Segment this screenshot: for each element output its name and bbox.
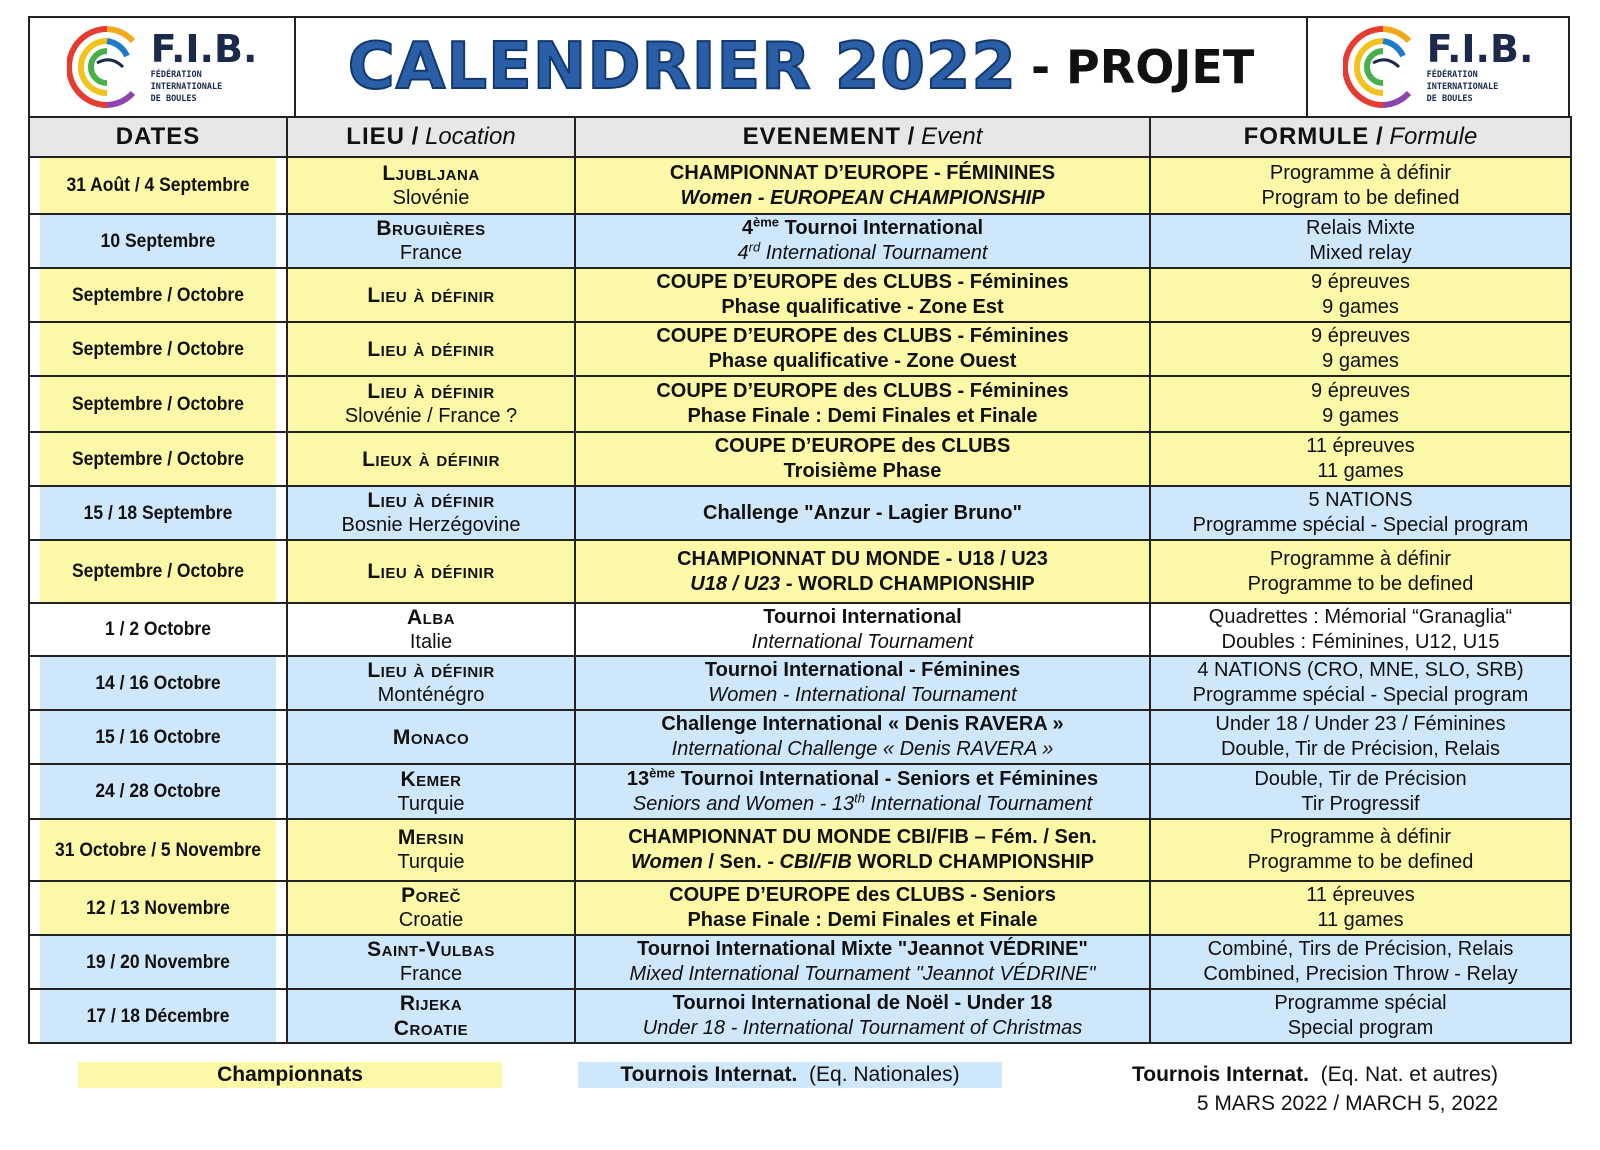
calendar-table xyxy=(28,116,1572,1044)
place-name: Lieux à définir xyxy=(362,447,500,471)
formula-cell xyxy=(1150,764,1571,819)
formula-line-1: 9 épreuves xyxy=(1311,325,1410,347)
formula-line-1: Programme à définir xyxy=(1269,547,1452,570)
formula-line-1: 5 NATIONS xyxy=(1308,489,1413,511)
place-name: Alba xyxy=(407,605,455,629)
place-name: Rijeka xyxy=(399,992,463,1015)
legend-tournois-autres-rest: (Eq. Nat. et autres) xyxy=(1320,1063,1498,1086)
fib-logo-icon xyxy=(67,21,141,113)
table-row xyxy=(29,935,1571,989)
place-cell xyxy=(287,710,575,764)
event-title-text: CHAMPIONNAT D’EUROPE - FÉMININES xyxy=(669,161,1056,184)
col-dates-label: DATES xyxy=(115,123,201,150)
event-title-text: COUPE D’EUROPE des CLUBS - Féminines xyxy=(656,325,1069,347)
col-evenement: EVENEMENT / Event xyxy=(575,117,1150,157)
event-subtitle xyxy=(580,789,1145,817)
event-cell xyxy=(575,540,1150,603)
formula-line-2: Doubles : Féminines, U12, U15 xyxy=(1221,630,1500,653)
event-title-text: Challenge International « Denis RAVERA » xyxy=(661,713,1064,735)
place-cell xyxy=(287,935,575,989)
place-name: Bruguières xyxy=(376,217,486,240)
place-cell xyxy=(287,268,575,322)
date-text: 31 Octobre / 5 Novembre xyxy=(55,839,261,861)
table-header-row xyxy=(29,117,1571,157)
formula-line-2: Programme to be defined xyxy=(1247,851,1474,873)
place-name: Lieu à définir xyxy=(367,380,495,403)
table-row xyxy=(29,322,1571,376)
event-subtitle: Women - EUROPEAN CHAMPIONSHIP xyxy=(680,186,1045,209)
logo-full-2: INTERNATIONALE xyxy=(1426,82,1499,92)
event-title xyxy=(580,324,1145,349)
event-cell xyxy=(575,603,1150,656)
formula-line-1: Programme spécial xyxy=(1274,992,1447,1014)
date-text: 15 / 18 Septembre xyxy=(83,502,233,524)
event-title-text: Challenge "Anzur - Lagier Bruno" xyxy=(703,501,1022,524)
table-row xyxy=(29,432,1571,486)
title-cell xyxy=(296,18,1306,116)
formula-cell xyxy=(1150,989,1571,1043)
formula-line-1: Relais Mixte xyxy=(1306,217,1415,239)
date-cell xyxy=(39,764,276,819)
place-cell xyxy=(287,881,575,935)
event-title-text: Tournoi International xyxy=(784,217,984,239)
formula-line-2: 9 games xyxy=(1322,405,1399,427)
formula-line-2: Mixed relay xyxy=(1309,242,1412,264)
place-country: France xyxy=(399,963,463,985)
formula-cell xyxy=(1150,935,1571,989)
place-name: Lieu à définir xyxy=(367,337,495,361)
fib-logo-icon xyxy=(1343,21,1417,113)
date-cell xyxy=(39,656,276,710)
event-title-text: COUPE D’EUROPE des CLUBS - Seniors xyxy=(669,884,1056,906)
event-title-text: Tournoi International xyxy=(763,605,962,628)
event-cell xyxy=(575,881,1150,935)
place-country: France xyxy=(399,242,463,264)
event-title xyxy=(580,434,1145,459)
formula-cell xyxy=(1150,819,1571,881)
formula-line-2: Tir Progressif xyxy=(1301,792,1420,815)
formula-line-1: Programme à définir xyxy=(1269,161,1452,184)
table-row xyxy=(29,819,1571,881)
formula-line-1: Combiné, Tirs de Précision, Relais xyxy=(1207,938,1514,960)
place-cell xyxy=(287,376,575,432)
date-cell xyxy=(39,157,276,214)
event-cell xyxy=(575,935,1150,989)
formula-cell xyxy=(1150,540,1571,603)
event-title xyxy=(580,991,1145,1016)
event-cell xyxy=(575,764,1150,819)
calendar-page xyxy=(28,16,1570,1044)
logo-full-1: FÉDÉRATION xyxy=(1426,70,1478,80)
formula-line-1: Double, Tir de Précision xyxy=(1254,767,1467,790)
event-sub-ordinal: 4 xyxy=(737,242,749,264)
legend-tournois-autres-bold: Tournois Internat. xyxy=(1131,1063,1309,1086)
place-name: Monaco xyxy=(392,725,470,749)
event-cell xyxy=(575,157,1150,214)
formula-cell xyxy=(1150,603,1571,656)
place-name: Ljubljana xyxy=(382,161,480,185)
event-sub-mid: / Sen. - xyxy=(702,851,780,873)
event-subtitle: Phase Finale : Demi Finales et Finale xyxy=(687,909,1038,931)
event-subtitle: Under 18 - International Tournament of Christmas xyxy=(642,1017,1083,1039)
legend-tournois-nat-rest: (Eq. Nationales) xyxy=(809,1063,960,1086)
formula-cell xyxy=(1150,710,1571,764)
formula-cell xyxy=(1150,656,1571,710)
event-sub-post: International Tournament xyxy=(864,792,1093,815)
event-cell xyxy=(575,989,1150,1043)
place-name: Kemer xyxy=(400,767,462,791)
logo-full-1: FÉDÉRATION xyxy=(150,70,202,80)
logo-full-3: DE BOULES xyxy=(150,94,197,104)
legend-tournois-autres xyxy=(1078,1062,1498,1088)
formula-line-1: 4 NATIONS (CRO, MNE, SLO, SRB) xyxy=(1197,659,1524,681)
event-title-text: Tournoi International de Noël - Under 18 xyxy=(672,992,1053,1014)
place-cell xyxy=(287,656,575,710)
formula-line-1: Quadrettes : Mémorial “Granaglia“ xyxy=(1208,605,1513,628)
date-cell xyxy=(39,486,276,540)
event-title-text: CHAMPIONNAT DU MONDE CBI/FIB – Fém. / Sen. xyxy=(628,826,1097,848)
date-text: Septembre / Octobre xyxy=(72,448,244,470)
table-row xyxy=(29,214,1571,268)
document-date: 5 MARS 2022 / MARCH 5, 2022 xyxy=(1196,1092,1498,1115)
col-dates xyxy=(29,117,287,157)
table-row xyxy=(29,656,1571,710)
event-title xyxy=(580,712,1145,737)
date-text: 1 / 2 Octobre xyxy=(105,619,211,640)
event-ordinal-suffix: ème xyxy=(649,764,676,780)
place-country: Slovénie xyxy=(392,186,470,209)
event-sub-rest: - WORLD CHAMPIONSHIP xyxy=(780,572,1035,595)
date-text: 19 / 20 Novembre xyxy=(86,951,230,973)
event-ordinal-suffix: ème xyxy=(753,214,780,230)
place-name-2: Croatie xyxy=(393,1017,469,1040)
event-subtitle: International Challenge « Denis RAVERA » xyxy=(671,738,1054,760)
event-cell xyxy=(575,376,1150,432)
date-cell xyxy=(39,376,276,432)
place-cell xyxy=(287,486,575,540)
formula-cell xyxy=(1150,157,1571,214)
date-cell xyxy=(39,819,276,881)
place-cell xyxy=(287,603,575,656)
date-text: Septembre / Octobre xyxy=(72,393,244,415)
date-text: 12 / 13 Novembre xyxy=(86,897,230,919)
place-cell xyxy=(287,322,575,376)
date-cell xyxy=(39,540,276,603)
place-cell xyxy=(287,540,575,603)
formula-line-1: 11 épreuves xyxy=(1306,884,1415,906)
formula-line-1: 9 épreuves xyxy=(1311,380,1410,402)
place-name: Mersin xyxy=(397,826,465,849)
logo-left xyxy=(30,18,296,116)
place-cell xyxy=(287,432,575,486)
legend-tournois-nationales xyxy=(578,1062,1002,1088)
event-cell xyxy=(575,432,1150,486)
formula-cell xyxy=(1150,268,1571,322)
col-formule-label: FORMULE xyxy=(1243,123,1370,150)
date-cell xyxy=(39,989,276,1043)
col-lieu-en: Location xyxy=(424,123,516,150)
event-subtitle xyxy=(580,241,1145,266)
formula-line-2: Programme spécial - Special program xyxy=(1192,684,1529,706)
event-title-text: COUPE D’EUROPE des CLUBS xyxy=(714,435,1011,457)
place-country: Slovénie / France ? xyxy=(344,405,518,427)
event-title xyxy=(580,216,1145,241)
date-cell xyxy=(39,881,276,935)
logo-abbr: F.I.B. xyxy=(150,27,258,71)
event-title xyxy=(580,764,1145,792)
event-subtitle: Phase qualificative - Zone Ouest xyxy=(708,350,1017,372)
event-ordinal: 13 xyxy=(626,767,650,790)
logo-full-3: DE BOULES xyxy=(1426,94,1473,104)
page-subtitle: - PROJET xyxy=(1030,40,1255,94)
place-country: Bosnie Herzégovine xyxy=(341,514,521,536)
date-cell xyxy=(39,322,276,376)
date-text: 15 / 16 Octobre xyxy=(95,726,221,748)
event-cell xyxy=(575,322,1150,376)
event-cell xyxy=(575,486,1150,540)
event-sub-ordinal-suffix: rd xyxy=(748,239,761,255)
formula-cell xyxy=(1150,322,1571,376)
event-cell xyxy=(575,710,1150,764)
event-sub-pre: Seniors and Women - 13 xyxy=(632,792,855,815)
page-title: CALENDRIER 2022 xyxy=(347,30,1017,104)
event-cell xyxy=(575,819,1150,881)
formula-line-1: 11 épreuves xyxy=(1306,435,1415,457)
place-cell xyxy=(287,819,575,881)
event-sub-italic-2: CBI/FIB xyxy=(779,851,852,873)
event-title-text: COUPE D’EUROPE des CLUBS - Féminines xyxy=(656,271,1069,293)
date-text: 10 Septembre xyxy=(100,230,216,252)
date-cell xyxy=(39,214,276,268)
date-text: 14 / 16 Octobre xyxy=(95,672,221,694)
table-row xyxy=(29,989,1571,1043)
event-cell xyxy=(575,656,1150,710)
formula-line-2: Programme to be defined xyxy=(1247,572,1474,595)
event-title xyxy=(580,501,1145,526)
event-title xyxy=(580,658,1145,683)
formula-line-2: 11 games xyxy=(1317,909,1404,931)
logo-full-2: INTERNATIONALE xyxy=(150,82,223,92)
place-country: Monténégro xyxy=(377,684,485,706)
formula-line-2: 11 games xyxy=(1317,460,1404,482)
header xyxy=(28,16,1570,116)
date-text: Septembre / Octobre xyxy=(72,561,244,582)
place-country: Croatie xyxy=(398,909,464,931)
place-cell xyxy=(287,989,575,1043)
logo-right xyxy=(1306,18,1568,116)
date-text: Septembre / Octobre xyxy=(72,338,244,360)
event-title xyxy=(580,161,1145,186)
table-row xyxy=(29,157,1571,214)
event-title-text: COUPE D’EUROPE des CLUBS - Féminines xyxy=(656,380,1069,402)
table-row xyxy=(29,540,1571,603)
table-row xyxy=(29,881,1571,935)
event-title xyxy=(580,547,1145,572)
date-text: 17 / 18 Décembre xyxy=(86,1005,230,1027)
place-country: Turquie xyxy=(397,851,465,873)
formula-cell xyxy=(1150,432,1571,486)
formula-line-2: Double, Tir de Précision, Relais xyxy=(1220,738,1500,760)
formula-cell xyxy=(1150,214,1571,268)
place-country: Turquie xyxy=(397,792,465,815)
legend-championnats: Championnats xyxy=(78,1062,502,1088)
event-title-text: Tournoi International Mixte "Jeannot VÉDRINE" xyxy=(637,938,1088,960)
event-subtitle xyxy=(580,850,1145,875)
event-title xyxy=(580,883,1145,908)
formula-cell xyxy=(1150,376,1571,432)
formula-line-2: 9 games xyxy=(1322,296,1399,318)
formula-line-2: Programme spécial - Special program xyxy=(1192,514,1529,536)
event-subtitle: Mixed International Tournament "Jeannot VÉDRINE" xyxy=(629,963,1096,985)
event-sub-suffix: th xyxy=(854,789,865,805)
place-country: Italie xyxy=(409,630,453,653)
event-ordinal: 4 xyxy=(741,217,753,239)
event-title xyxy=(580,825,1145,850)
formula-line-2: Combined, Precision Throw - Relay xyxy=(1203,963,1518,985)
date-cell xyxy=(39,710,276,764)
event-title xyxy=(580,937,1145,962)
table-row xyxy=(29,710,1571,764)
place-name: Lieu à définir xyxy=(367,659,495,682)
table-row xyxy=(29,268,1571,322)
event-subtitle: Phase Finale : Demi Finales et Finale xyxy=(687,405,1038,427)
formula-line-2: 9 games xyxy=(1322,350,1399,372)
table-row xyxy=(29,486,1571,540)
event-subtitle: International Tournament xyxy=(751,630,974,653)
col-formule: FORMULE / Formule xyxy=(1150,117,1571,157)
date-text: 31 Août / 4 Septembre xyxy=(66,175,250,196)
event-subtitle: Phase qualificative - Zone Est xyxy=(721,296,1004,318)
place-cell xyxy=(287,764,575,819)
date-cell xyxy=(39,603,276,656)
event-sub-rest: WORLD CHAMPIONSHIP xyxy=(851,851,1094,873)
col-evenement-label: EVENEMENT xyxy=(742,123,901,150)
event-title-text: Tournoi International - Féminines xyxy=(704,659,1021,681)
formula-line-1: Under 18 / Under 23 / Féminines xyxy=(1215,713,1506,735)
place-name: Lieu à définir xyxy=(367,283,495,307)
date-cell xyxy=(39,432,276,486)
event-cell xyxy=(575,268,1150,322)
event-title-text: Tournoi International - Seniors et Féminines xyxy=(680,767,1099,790)
table-row xyxy=(29,764,1571,819)
event-title xyxy=(580,379,1145,404)
event-cell xyxy=(575,214,1150,268)
place-cell xyxy=(287,157,575,214)
place-cell xyxy=(287,214,575,268)
formula-cell xyxy=(1150,881,1571,935)
formula-line-2: Special program xyxy=(1287,1017,1434,1039)
formula-line-1: 9 épreuves xyxy=(1311,271,1410,293)
event-title xyxy=(580,270,1145,295)
event-subtitle xyxy=(580,572,1145,597)
event-title xyxy=(580,605,1145,630)
date-text: Septembre / Octobre xyxy=(72,284,244,306)
event-title-text: CHAMPIONNAT DU MONDE - U18 / U23 xyxy=(677,547,1048,570)
event-sub-italic: U18 / U23 xyxy=(690,572,781,595)
col-evenement-en: Event xyxy=(921,123,983,150)
event-sub-italic: Women xyxy=(631,851,703,873)
col-lieu-label: LIEU xyxy=(346,123,405,150)
table-row xyxy=(29,603,1571,656)
date-cell xyxy=(39,268,276,322)
logo-abbr: F.I.B. xyxy=(1426,27,1534,71)
place-name: Lieu à définir xyxy=(367,489,495,512)
date-text: 24 / 28 Octobre xyxy=(95,781,221,802)
event-subtitle-text: International Tournament xyxy=(765,242,988,264)
legend xyxy=(78,1062,1498,1122)
formula-line-1: Programme à définir xyxy=(1269,826,1452,848)
place-name: Poreč xyxy=(401,884,461,907)
legend-tournois-nat-bold: Tournois Internat. xyxy=(620,1063,798,1086)
formula-line-2: Program to be defined xyxy=(1261,186,1460,209)
place-name: Saint-Vulbas xyxy=(367,938,495,961)
table-row xyxy=(29,376,1571,432)
formula-cell xyxy=(1150,486,1571,540)
col-lieu: LIEU / Location xyxy=(287,117,575,157)
place-name: Lieu à définir xyxy=(367,560,495,583)
col-formule-en: Formule xyxy=(1389,123,1478,150)
event-subtitle: Women - International Tournament xyxy=(708,684,1017,706)
date-cell xyxy=(39,935,276,989)
event-subtitle: Troisième Phase xyxy=(783,460,942,482)
